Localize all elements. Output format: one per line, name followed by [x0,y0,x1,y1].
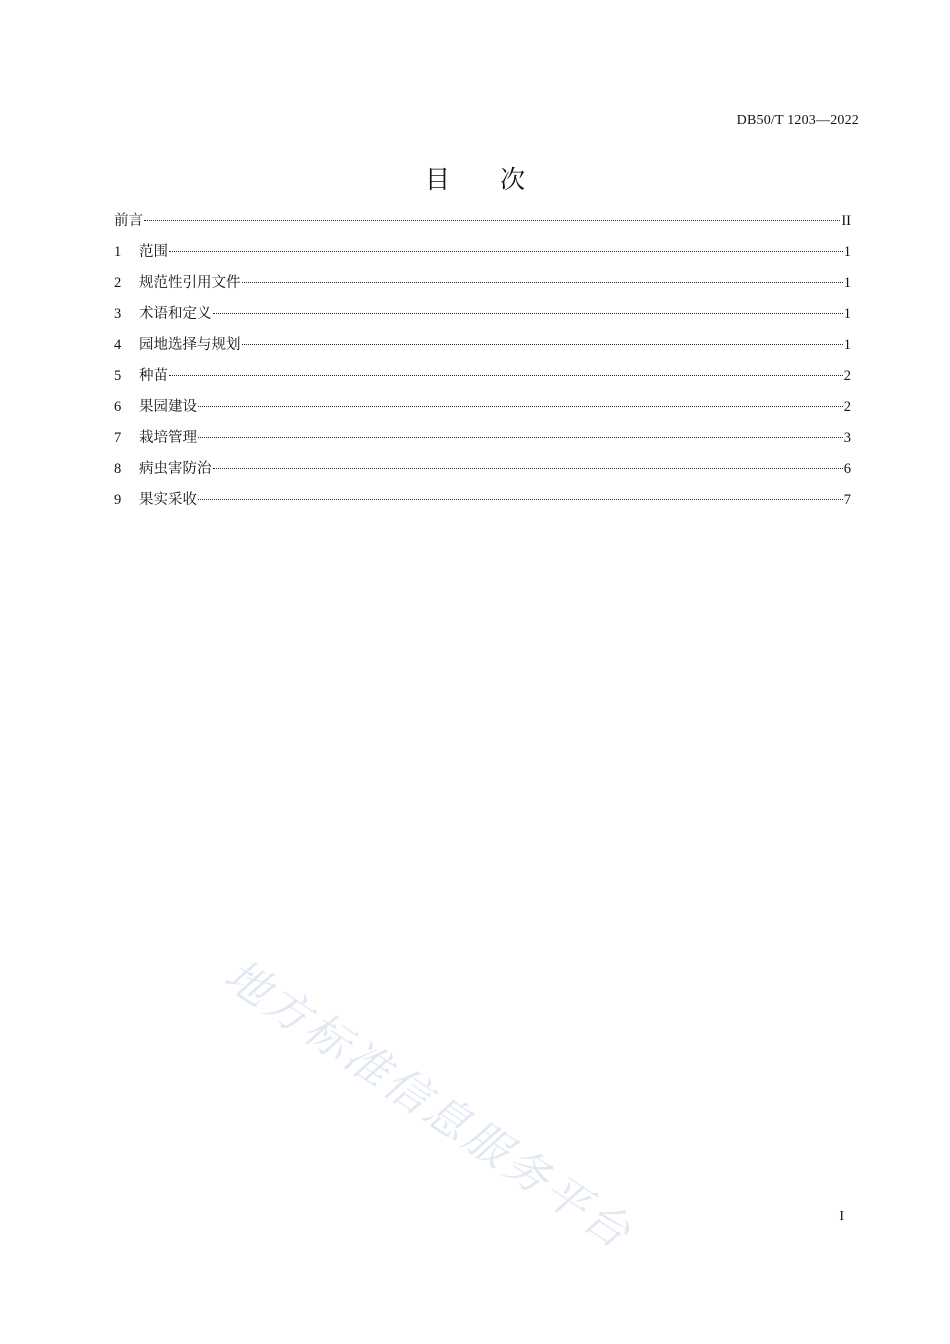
document-code: DB50/T 1203—2022 [736,113,859,128]
dot-leader [198,499,843,500]
toc-entry-number: 2 [114,275,122,291]
toc-entry-label: 果园建设 [139,399,197,415]
toc-entry[interactable] [114,333,851,364]
toc-entry-page: 1 [843,244,851,260]
toc-entry-label: 栽培管理 [139,430,197,446]
dot-leader [242,282,843,283]
toc-entry[interactable] [114,426,851,457]
page-title [0,160,950,196]
dot-leader [169,251,843,252]
dot-leader [213,313,843,314]
toc-entry-page: 1 [843,275,851,291]
toc-entry[interactable] [114,488,851,519]
table-of-contents [114,209,851,519]
toc-entry[interactable] [114,302,851,333]
toc-entry-label: 种苗 [139,368,168,384]
toc-entry[interactable] [114,364,851,395]
toc-entry-label: 范围 [139,244,168,260]
dot-leader [144,220,840,221]
toc-entry-page: 1 [843,337,851,353]
dot-leader [213,468,843,469]
toc-entry-number: 5 [114,368,122,384]
title-char-2: 次 [500,165,526,194]
toc-entry[interactable] [114,240,851,271]
toc-entry-number: 8 [114,461,122,477]
toc-entry-label: 术语和定义 [139,306,212,322]
toc-entry-label: 病虫害防治 [139,461,212,477]
toc-entry-label: 前言 [114,213,143,229]
toc-entry-page: II [841,213,851,229]
toc-entry-page: 2 [843,399,851,415]
toc-entry-number: 3 [114,306,122,322]
dot-leader [198,437,843,438]
toc-entry-page: 2 [843,368,851,384]
toc-entry-number: 9 [114,492,122,508]
page-number: I [839,1209,844,1224]
toc-entry-number: 6 [114,399,122,415]
toc-entry[interactable] [114,395,851,426]
toc-entry[interactable] [114,457,851,488]
dot-leader [169,375,843,376]
toc-entry-page: 1 [843,306,851,322]
toc-entry-page: 3 [843,430,851,446]
toc-entry-number: 4 [114,337,122,353]
dot-leader [198,406,843,407]
dot-leader [242,344,843,345]
toc-entry-number: 7 [114,430,122,446]
title-char-1: 目 [424,165,450,194]
toc-entry-label: 规范性引用文件 [139,275,241,291]
toc-entry-label: 园地选择与规划 [139,337,241,353]
toc-entry[interactable] [114,271,851,302]
toc-entry-label: 果实采收 [139,492,197,508]
toc-entry-page: 6 [843,461,851,477]
watermark: 地方标准信息服务平台 [215,949,642,1261]
toc-entry-number: 1 [114,244,122,260]
toc-entry-foreword[interactable] [114,209,851,240]
toc-entry-page: 7 [843,492,851,508]
